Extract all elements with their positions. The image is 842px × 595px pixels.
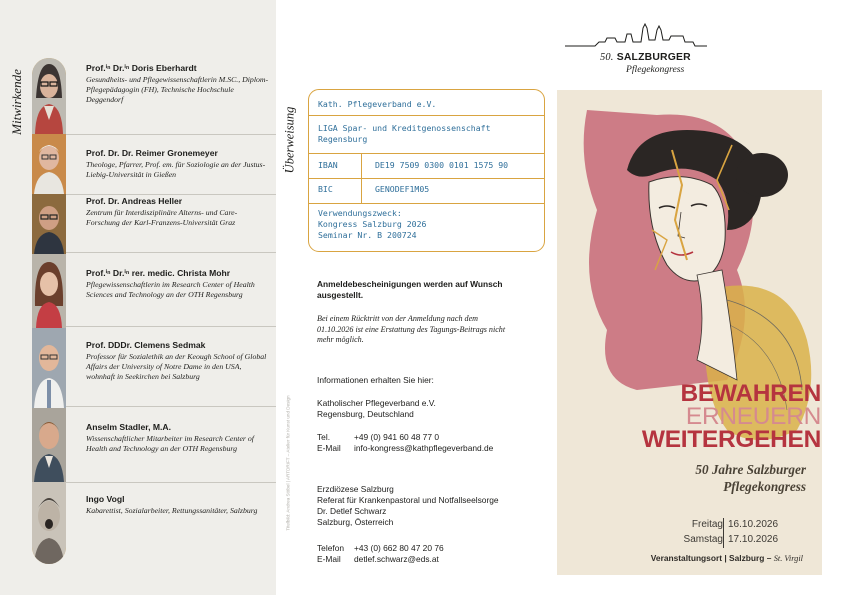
phone-row: Tel. +49 (0) 941 60 48 77 0 <box>317 432 439 442</box>
info-heading: Informationen erhalten Sie hier: <box>317 375 434 385</box>
email-row: E-Mail detlef.schwarz@eds.at <box>317 554 439 564</box>
speakers-panel <box>0 0 276 595</box>
divider <box>66 194 276 195</box>
portrait-sedmak <box>32 328 66 408</box>
salzburg-skyline-icon <box>565 16 707 50</box>
speaker-vogl: Ingo Vogl Kabarettist, Sozialarbeiter, Rettungssanitäter, Salzburg <box>86 494 258 515</box>
phone-row: Telefon +43 (0) 662 80 47 20 76 <box>317 543 444 553</box>
divider <box>66 134 276 135</box>
image-credit: Titelbild: Andrea Stöbel | ARTDRIFT – Atelier für Kunst und Design <box>285 395 291 531</box>
transfer-section-title: Überweisung <box>282 106 297 174</box>
contact-erzdioezese: Erzdiözese Salzburg Referat für Krankenpastoral und Notfallseelsorge Dr. Detlef Schwarz Salzburg, Österreich Telefon +43 (0) 662 80 47 20 76 E-Mail detlef.schwarz@eds.at <box>317 484 552 565</box>
congress-brand-sub: Pflegekongress <box>626 64 685 75</box>
cover-artwork <box>557 90 822 575</box>
email-link[interactable]: detlef.schwarz@eds.at <box>354 554 439 564</box>
certificate-note: Anmeldebescheinigungen werden auf Wunsch ausgestellt. <box>317 279 503 300</box>
speakers-section-title: Mitwirkende <box>9 69 24 135</box>
divider <box>66 326 276 327</box>
divider <box>309 153 544 154</box>
bank-details-box: Kath. Pflegeverband e.V. LIGA Spar- und Kreditgenossenschaft Regensburg IBAN DE19 7509 0300 0101 1575 90 BIC GENODEF1M05 Verwendungszweck: Kongress Salzburg 2026 Seminar Nr. B 200724 <box>308 89 545 252</box>
divider <box>723 518 724 548</box>
portrait-gronemeyer <box>32 134 66 194</box>
headline-weitergehen: WEITERGEHEN <box>641 426 821 453</box>
speaker-gronemeyer: Prof. Dr. Dr. Reimer Gronemeyer Theologe, Pfarrer, Prof. em. für Soziologie an der Justus-Liebig-Universität in Gießen <box>86 148 266 180</box>
subtitle-line1: 50 Jahre Salzburger <box>695 462 806 477</box>
speaker-mohr: Prof.ⁱⁿ Dr.ⁱⁿ rer. medic. Christa Mohr Pflegewissenschaftlerin im Research Center of Health Sciences and Technology an der OTH Regensburg <box>86 268 255 300</box>
divider <box>309 203 544 204</box>
subtitle-line2: Pflegekongress <box>723 479 806 494</box>
divider <box>309 178 544 179</box>
speaker-eberhardt: Prof.ⁱⁿ Dr.ⁱⁿ Doris Eberhardt Gesundheits- und Pflegewissenschaftlerin M.SC., Diplom-Pflegepädagogin (FH), Technische Hochschule Deggendorf <box>86 63 269 105</box>
cancellation-note: Bei einem Rücktritt von der Anmeldung nach dem 01.10.2026 ist eine Erstattung des Tagungs-Beitrags nicht mehr möglich. <box>317 314 506 345</box>
divider <box>66 252 276 253</box>
venue-line: Veranstaltungsort | Salzburg – St. Virgil <box>650 553 803 563</box>
speaker-stadler: Anselm Stadler, M.A. Wissenschaftlicher Mitarbeiter im Research Center of Health and Technology an der OTH Regensburg <box>86 422 254 454</box>
email-link[interactable]: info-kongress@kathpflegeverband.de <box>354 443 494 453</box>
headline-bewahren: BEWAHREN <box>680 380 821 407</box>
congress-brand: 50. SALZBURGER <box>600 52 691 63</box>
speaker-sedmak: Prof. DDDr. Clemens Sedmak Professor für Sozialethik an der Keough School of Global Affairs der University of Notre Dame in den USA, wohnhaft in Seekirchen bei Salzburg <box>86 340 267 382</box>
portrait-eberhardt <box>32 58 66 134</box>
headline-erneuern: ERNEUERN <box>685 403 821 430</box>
email-row: E-Mail info-kongress@kathpflegeverband.de <box>317 443 494 453</box>
speaker-heller: Prof. Dr. Andreas Heller Zentrum für Interdisziplinäre Alterns- und Care-Forschung der Karl-Franzens-Universität Graz <box>86 196 238 228</box>
portrait-mohr <box>32 254 66 328</box>
portrait-stadler <box>32 408 66 482</box>
divider <box>66 406 276 407</box>
portrait-strip <box>32 58 66 564</box>
divider <box>66 482 276 483</box>
contact-pflegeverband: Katholischer Pflegeverband e.V. Regensburg, Deutschland Tel. +49 (0) 941 60 48 77 0 E-Mail info-kongress@kathpflegeverband.de <box>317 398 552 454</box>
divider <box>309 115 544 116</box>
portrait-heller <box>32 194 66 254</box>
woman-illustration-icon <box>557 90 822 575</box>
portrait-vogl <box>32 482 66 564</box>
